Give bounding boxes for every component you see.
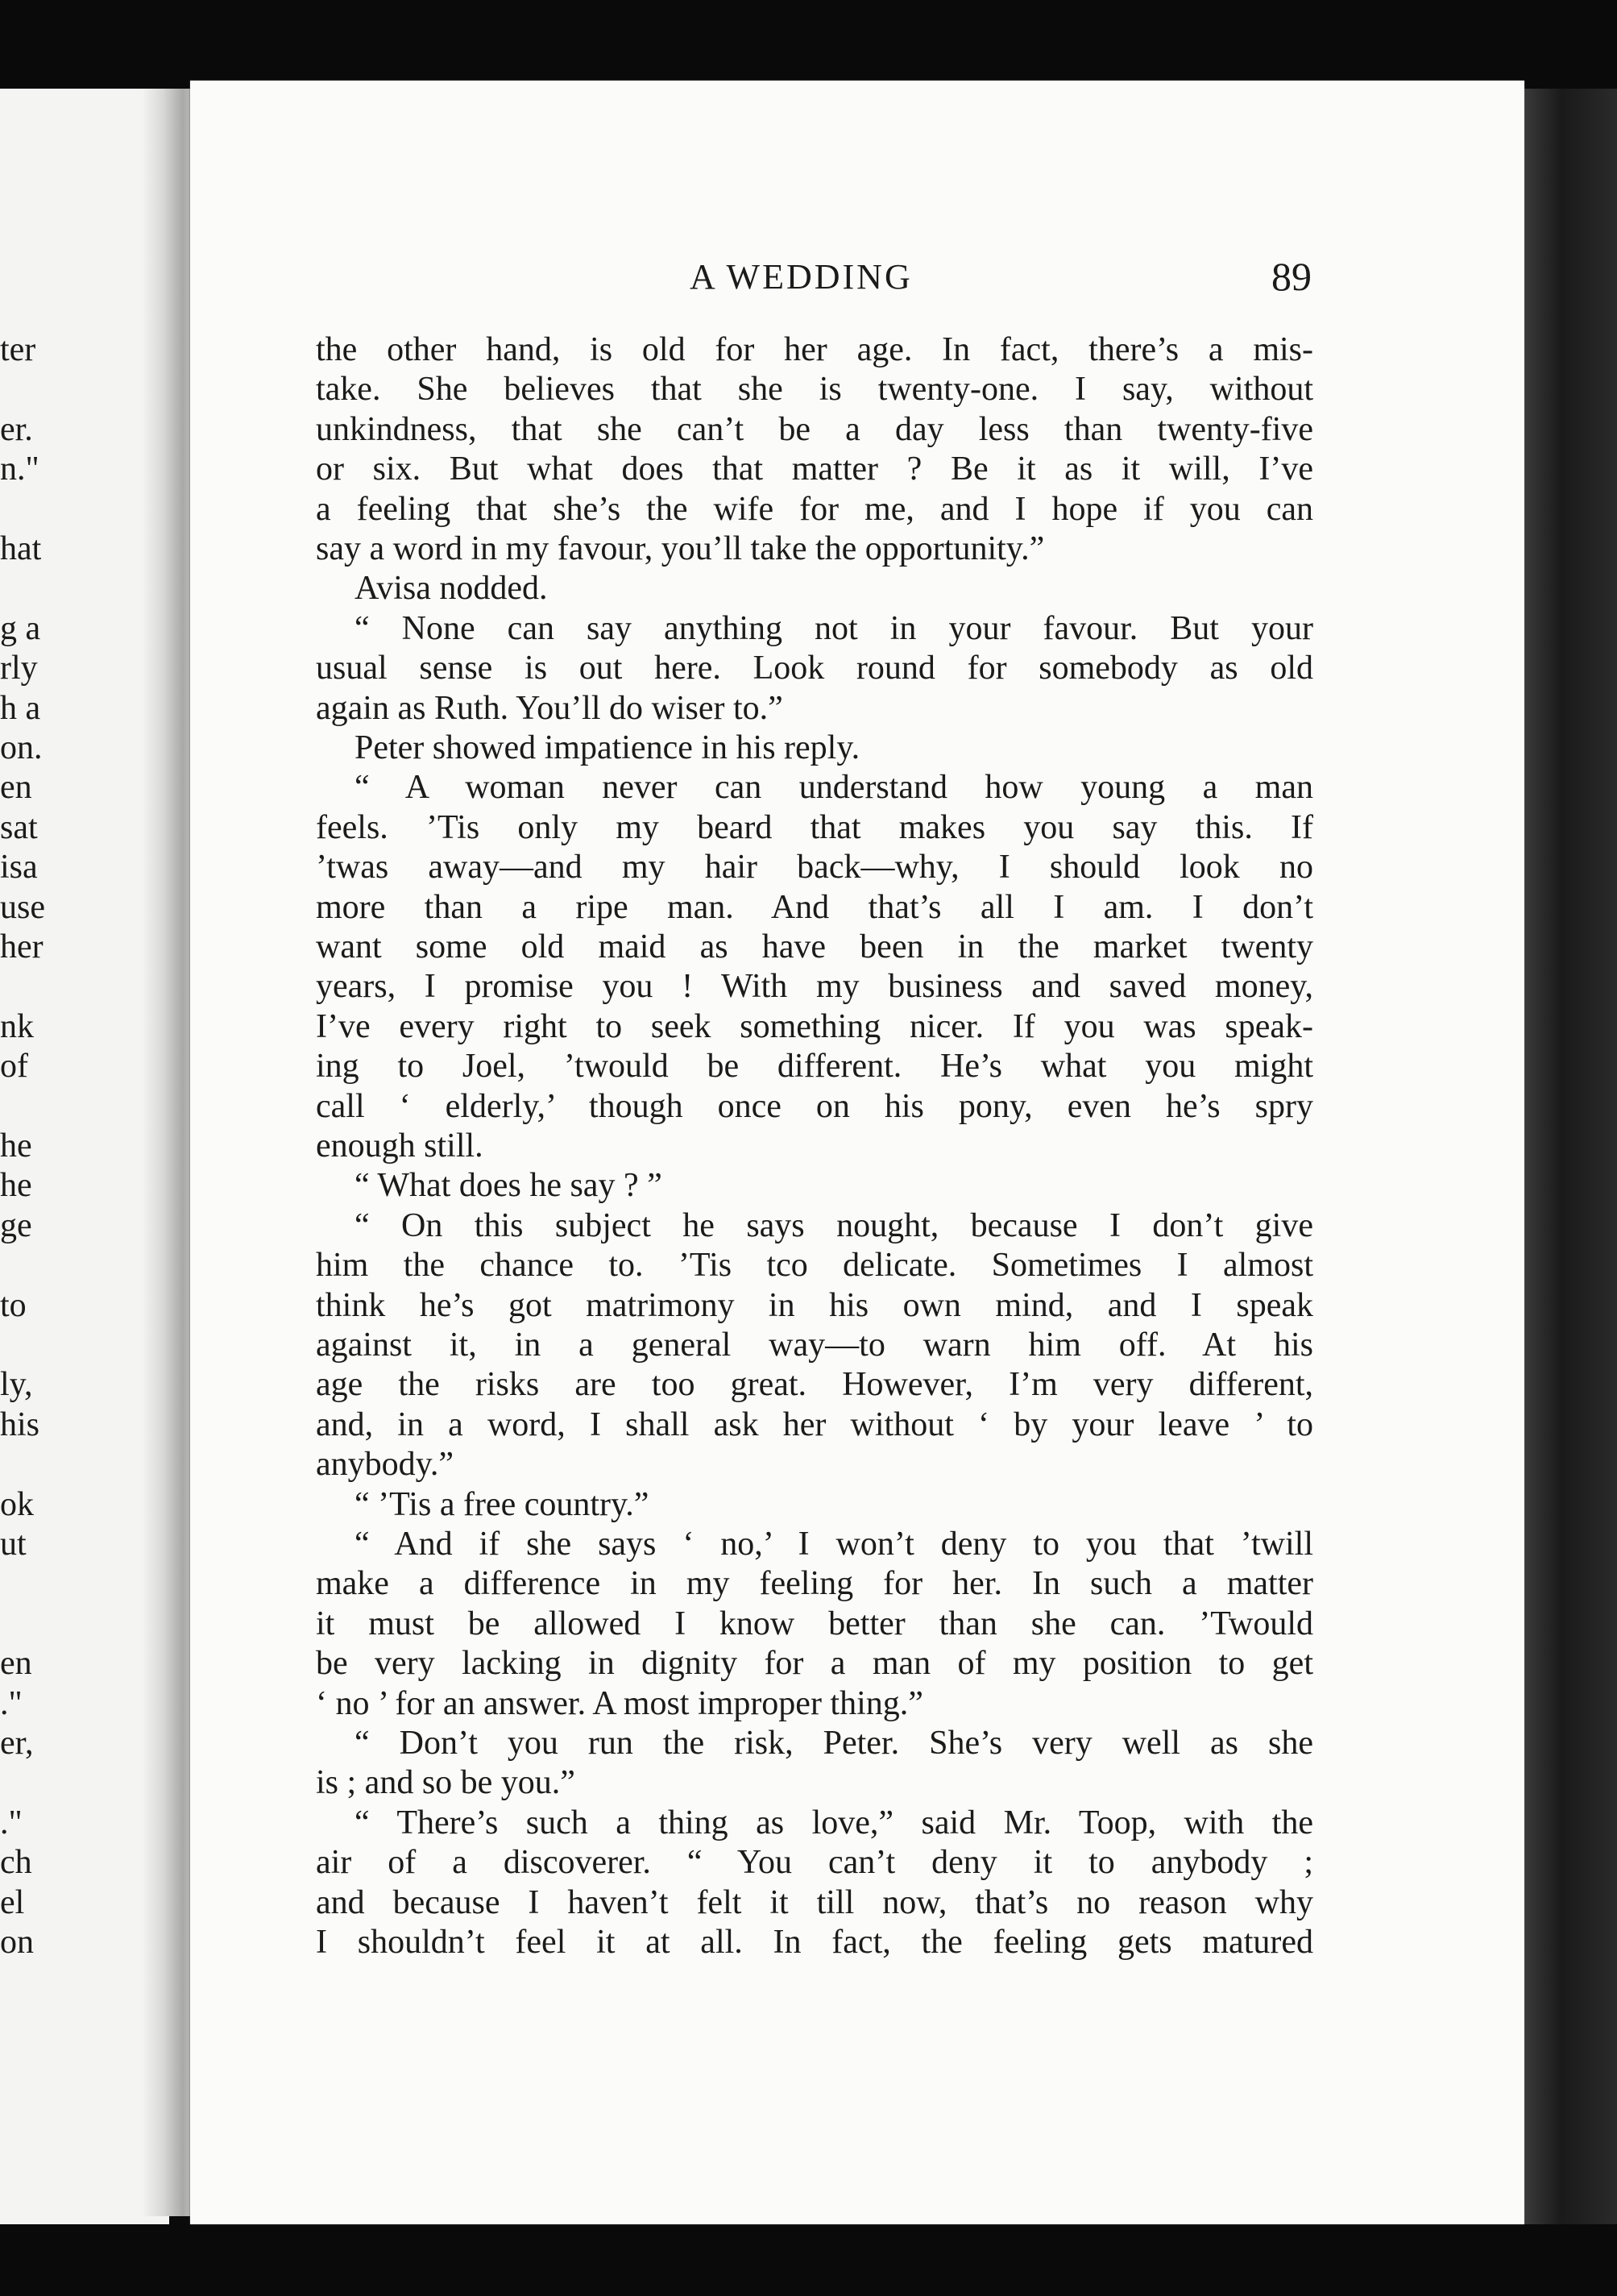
text-line: air of a discoverer. “ You can’t deny it to anybody ; xyxy=(316,1844,1313,1881)
running-head: A WEDDING xyxy=(690,257,913,297)
text-line: ing to Joel, ’twould be different. He’s what you might xyxy=(316,1048,1313,1085)
text-line: “ None can say anything not in your favour. But your xyxy=(354,610,1313,647)
left-page-fragment: he xyxy=(0,1127,32,1165)
text-line: I shouldn’t feel it at all. In fact, the feeling gets matured xyxy=(316,1924,1313,1961)
left-page-fragment: en xyxy=(0,769,32,806)
left-page-fragment: on. xyxy=(0,729,43,766)
left-page-fragment: his xyxy=(0,1406,40,1443)
text-line: years, I promise you ! With my business and saved money, xyxy=(316,968,1313,1005)
text-line: him the chance to. ’Tis tco delicate. Sometimes I almost xyxy=(316,1247,1313,1284)
left-page-fragment: her xyxy=(0,928,44,965)
left-page-fragment: ." xyxy=(0,1804,23,1841)
text-line: Peter showed impatience in his reply. xyxy=(354,729,860,766)
text-line: take. She believes that she is twenty-one. I say, without xyxy=(316,371,1313,408)
left-page-fragment: g a xyxy=(0,610,41,647)
text-line: enough still. xyxy=(316,1127,483,1165)
text-line: make a difference in my feeling for her. In such a matter xyxy=(316,1565,1313,1602)
book-cover-edge xyxy=(1524,89,1617,2224)
left-page-fragment: to xyxy=(0,1287,27,1324)
text-line: a feeling that she’s the wife for me, and I hope if you can xyxy=(316,491,1313,528)
text-line: say a word in my favour, you’ll take the opportunity.” xyxy=(316,530,1045,567)
text-line: it must be allowed I know better than she can. ’Twould xyxy=(316,1605,1313,1642)
left-page-fragment: er. xyxy=(0,411,33,448)
left-page-fragment: ok xyxy=(0,1486,34,1523)
left-page-fragment: ge xyxy=(0,1207,32,1244)
text-line: and because I haven’t felt it till now, that’s no reason why xyxy=(316,1884,1313,1921)
text-line: or six. But what does that matter ? Be it as it will, I’ve xyxy=(316,450,1313,488)
left-page-fragment: nk xyxy=(0,1008,34,1045)
text-line: be very lacking in dignity for a man of my position to get xyxy=(316,1645,1313,1682)
text-line: usual sense is out here. Look round for somebody as old xyxy=(316,650,1313,687)
left-page-fragment: ut xyxy=(0,1526,27,1563)
text-line: the other hand, is old for her age. In fact, there’s a mis- xyxy=(316,331,1313,368)
text-line: again as Ruth. You’ll do wiser to.” xyxy=(316,690,783,727)
left-page-fragment: isa xyxy=(0,849,38,886)
text-line: more than a ripe man. And that’s all I am. I don’t xyxy=(316,889,1313,926)
left-page-fragment: er, xyxy=(0,1725,34,1762)
text-line: feels. ’Tis only my beard that makes you say this. If xyxy=(316,809,1313,846)
text-line: “ What does he say ? ” xyxy=(354,1167,662,1204)
text-line: anybody.” xyxy=(316,1446,454,1483)
text-line: Avisa nodded. xyxy=(354,570,548,607)
text-line: ’twas away—and my hair back—why, I should look no xyxy=(316,849,1313,886)
left-page-fragment: h a xyxy=(0,690,41,727)
left-page-fragment: en xyxy=(0,1645,32,1682)
left-page-fragment: n." xyxy=(0,450,39,488)
text-line: call ‘ elderly,’ though once on his pony, even he’s spry xyxy=(316,1088,1313,1125)
text-line: “ There’s such a thing as love,” said Mr. Toop, with the xyxy=(354,1804,1313,1841)
left-page-fragment: use xyxy=(0,889,45,926)
text-line: unkindness, that she can’t be a day less than twenty-five xyxy=(316,411,1313,448)
left-page-fragment: ch xyxy=(0,1844,32,1881)
text-line: “ Don’t you run the risk, Peter. She’s very well as she xyxy=(354,1725,1313,1762)
text-line: against it, in a general way—to warn him off. At his xyxy=(316,1327,1313,1364)
left-page-fragment: el xyxy=(0,1884,25,1921)
text-line: ‘ no ’ for an answer. A most improper thing.” xyxy=(316,1685,923,1722)
left-page-fragment: on xyxy=(0,1924,34,1961)
text-line: “ On this subject he says nought, because I don’t give xyxy=(354,1207,1313,1244)
page-number: 89 xyxy=(1271,254,1312,299)
left-page-fragment: sat xyxy=(0,809,38,846)
left-page-fragment: ter xyxy=(0,331,36,368)
text-line: “ A woman never can understand how young a man xyxy=(354,769,1313,806)
left-page-fragment: hat xyxy=(0,530,42,567)
text-line: age the risks are too great. However, I’m very different, xyxy=(316,1366,1313,1403)
left-page-fragment: he xyxy=(0,1167,32,1204)
text-line: and, in a word, I shall ask her without ‘ by your leave ’ to xyxy=(316,1406,1313,1443)
text-line: think he’s got matrimony in his own mind, and I speak xyxy=(316,1287,1313,1324)
left-page-fragment: ." xyxy=(0,1685,23,1722)
text-line: “ ’Tis a free country.” xyxy=(354,1486,649,1523)
text-line: is ; and so be you.” xyxy=(316,1764,575,1801)
text-line: want some old maid as have been in the market twenty xyxy=(316,928,1313,965)
left-page-fragment: ly, xyxy=(0,1366,33,1403)
left-page-fragment: rly xyxy=(0,650,38,687)
left-page-fragment: of xyxy=(0,1048,28,1085)
text-line: “ And if she says ‘ no,’ I won’t deny to you that ’twill xyxy=(354,1526,1313,1563)
text-line: I’ve every right to seek something nicer. If you was speak- xyxy=(316,1008,1313,1045)
